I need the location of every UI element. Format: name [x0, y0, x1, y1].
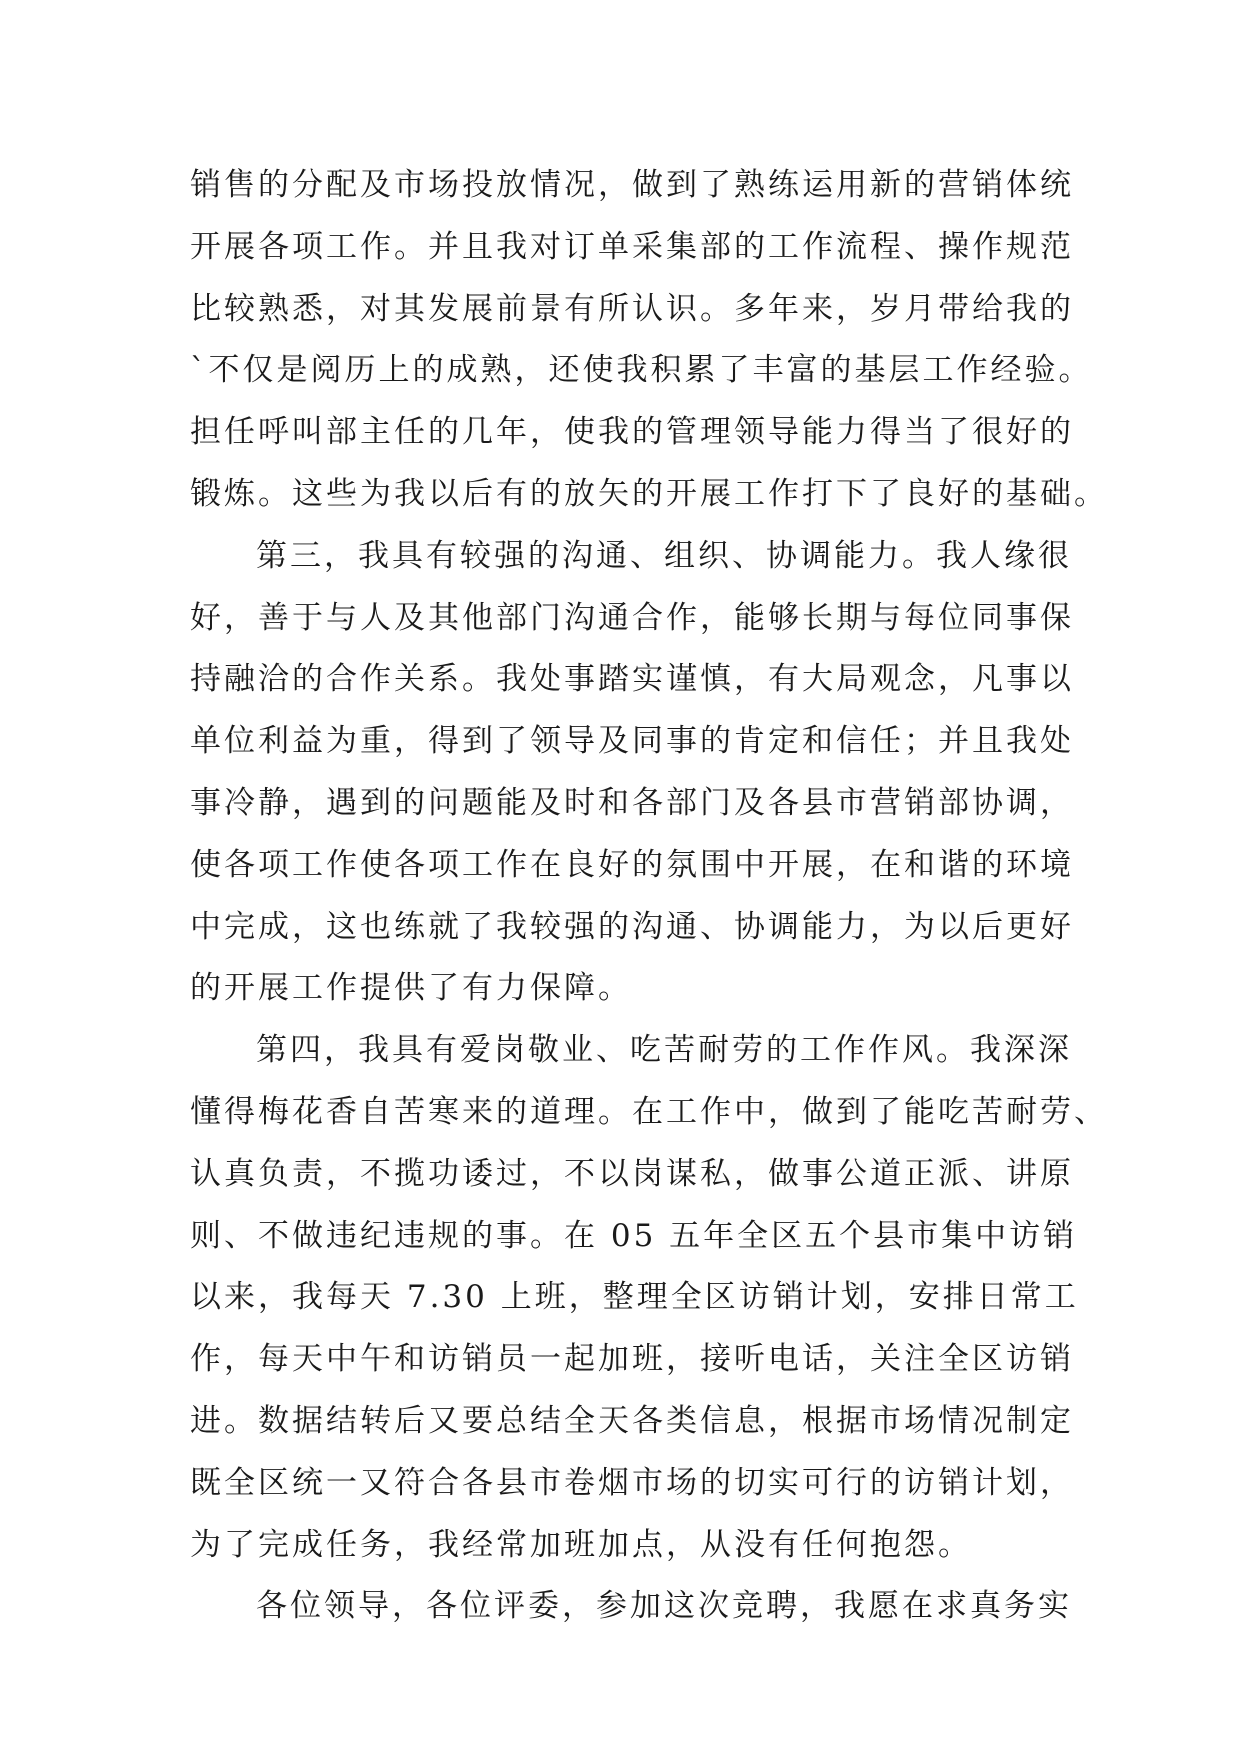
text-line: 为了完成任务，我经常加班加点，从没有任何抱怨。 [190, 1526, 972, 1563]
text-line: 各位领导，各位评委，参加这次竞聘，我愿在求真务实 [256, 1588, 1072, 1625]
text-line: 锻炼。这些为我以后有的放矢的开展工作打下了良好的基础。 [190, 475, 1108, 512]
text-line: 中完成，这也练就了我较强的沟通、协调能力，为以后更好 [190, 908, 1074, 945]
text-line: 则、不做违纪违规的事。在 05 五年全区五个县市集中访销 [190, 1217, 1078, 1254]
text-line: 懂得梅花香自苦寒来的道理。在工作中，做到了能吃苦耐劳、 [190, 1093, 1108, 1130]
text-line: 作，每天中午和访销员一起加班，接听电话，关注全区访销 [190, 1341, 1074, 1378]
text-line: 使各项工作使各项工作在良好的氛围中开展，在和谐的环境 [190, 846, 1074, 883]
text-line: 比较熟悉，对其发展前景有所认识。多年来，岁月带给我的 [190, 290, 1074, 327]
text-line: 持融洽的合作关系。我处事踏实谨慎，有大局观念，凡事以 [190, 661, 1074, 698]
text-line: 以来，我每天 7.30 上班，整理全区访销计划，安排日常工 [190, 1279, 1079, 1316]
text-line: 开展各项工作。并且我对订单采集部的工作流程、操作规范 [190, 228, 1074, 265]
text-line: 的开展工作提供了有力保障。 [190, 970, 632, 1007]
text-line: 进。数据结转后又要总结全天各类信息，根据市场情况制定 [190, 1402, 1074, 1439]
document-body [190, 155, 1108, 1638]
text-line: 既全区统一又符合各县市卷烟市场的切实可行的访销计划， [190, 1464, 1074, 1501]
text-line: 单位利益为重，得到了领导及同事的肯定和信任；并且我处 [190, 723, 1074, 760]
text-line: 认真负责，不揽功诿过，不以岗谋私，做事公道正派、讲原 [190, 1155, 1074, 1192]
text-line: 好，善于与人及其他部门沟通合作，能够长期与每位同事保 [190, 599, 1074, 636]
text-line: `不仅是阅历上的成熟，还使我积累了丰富的基层工作经验。 [190, 352, 1093, 389]
text-line: 事冷静，遇到的问题能及时和各部门及各县市营销部协调， [190, 784, 1074, 821]
text-line: 担任呼叫部主任的几年，使我的管理领导能力得当了很好的 [190, 414, 1074, 451]
text-line: 销售的分配及市场投放情况，做到了熟练运用新的营销体统 [190, 167, 1074, 203]
text-line: 第三，我具有较强的沟通、组织、协调能力。我人缘很 [256, 537, 1072, 574]
text-line: 第四，我具有爱岗敬业、吃苦耐劳的工作作风。我深深 [256, 1032, 1072, 1069]
